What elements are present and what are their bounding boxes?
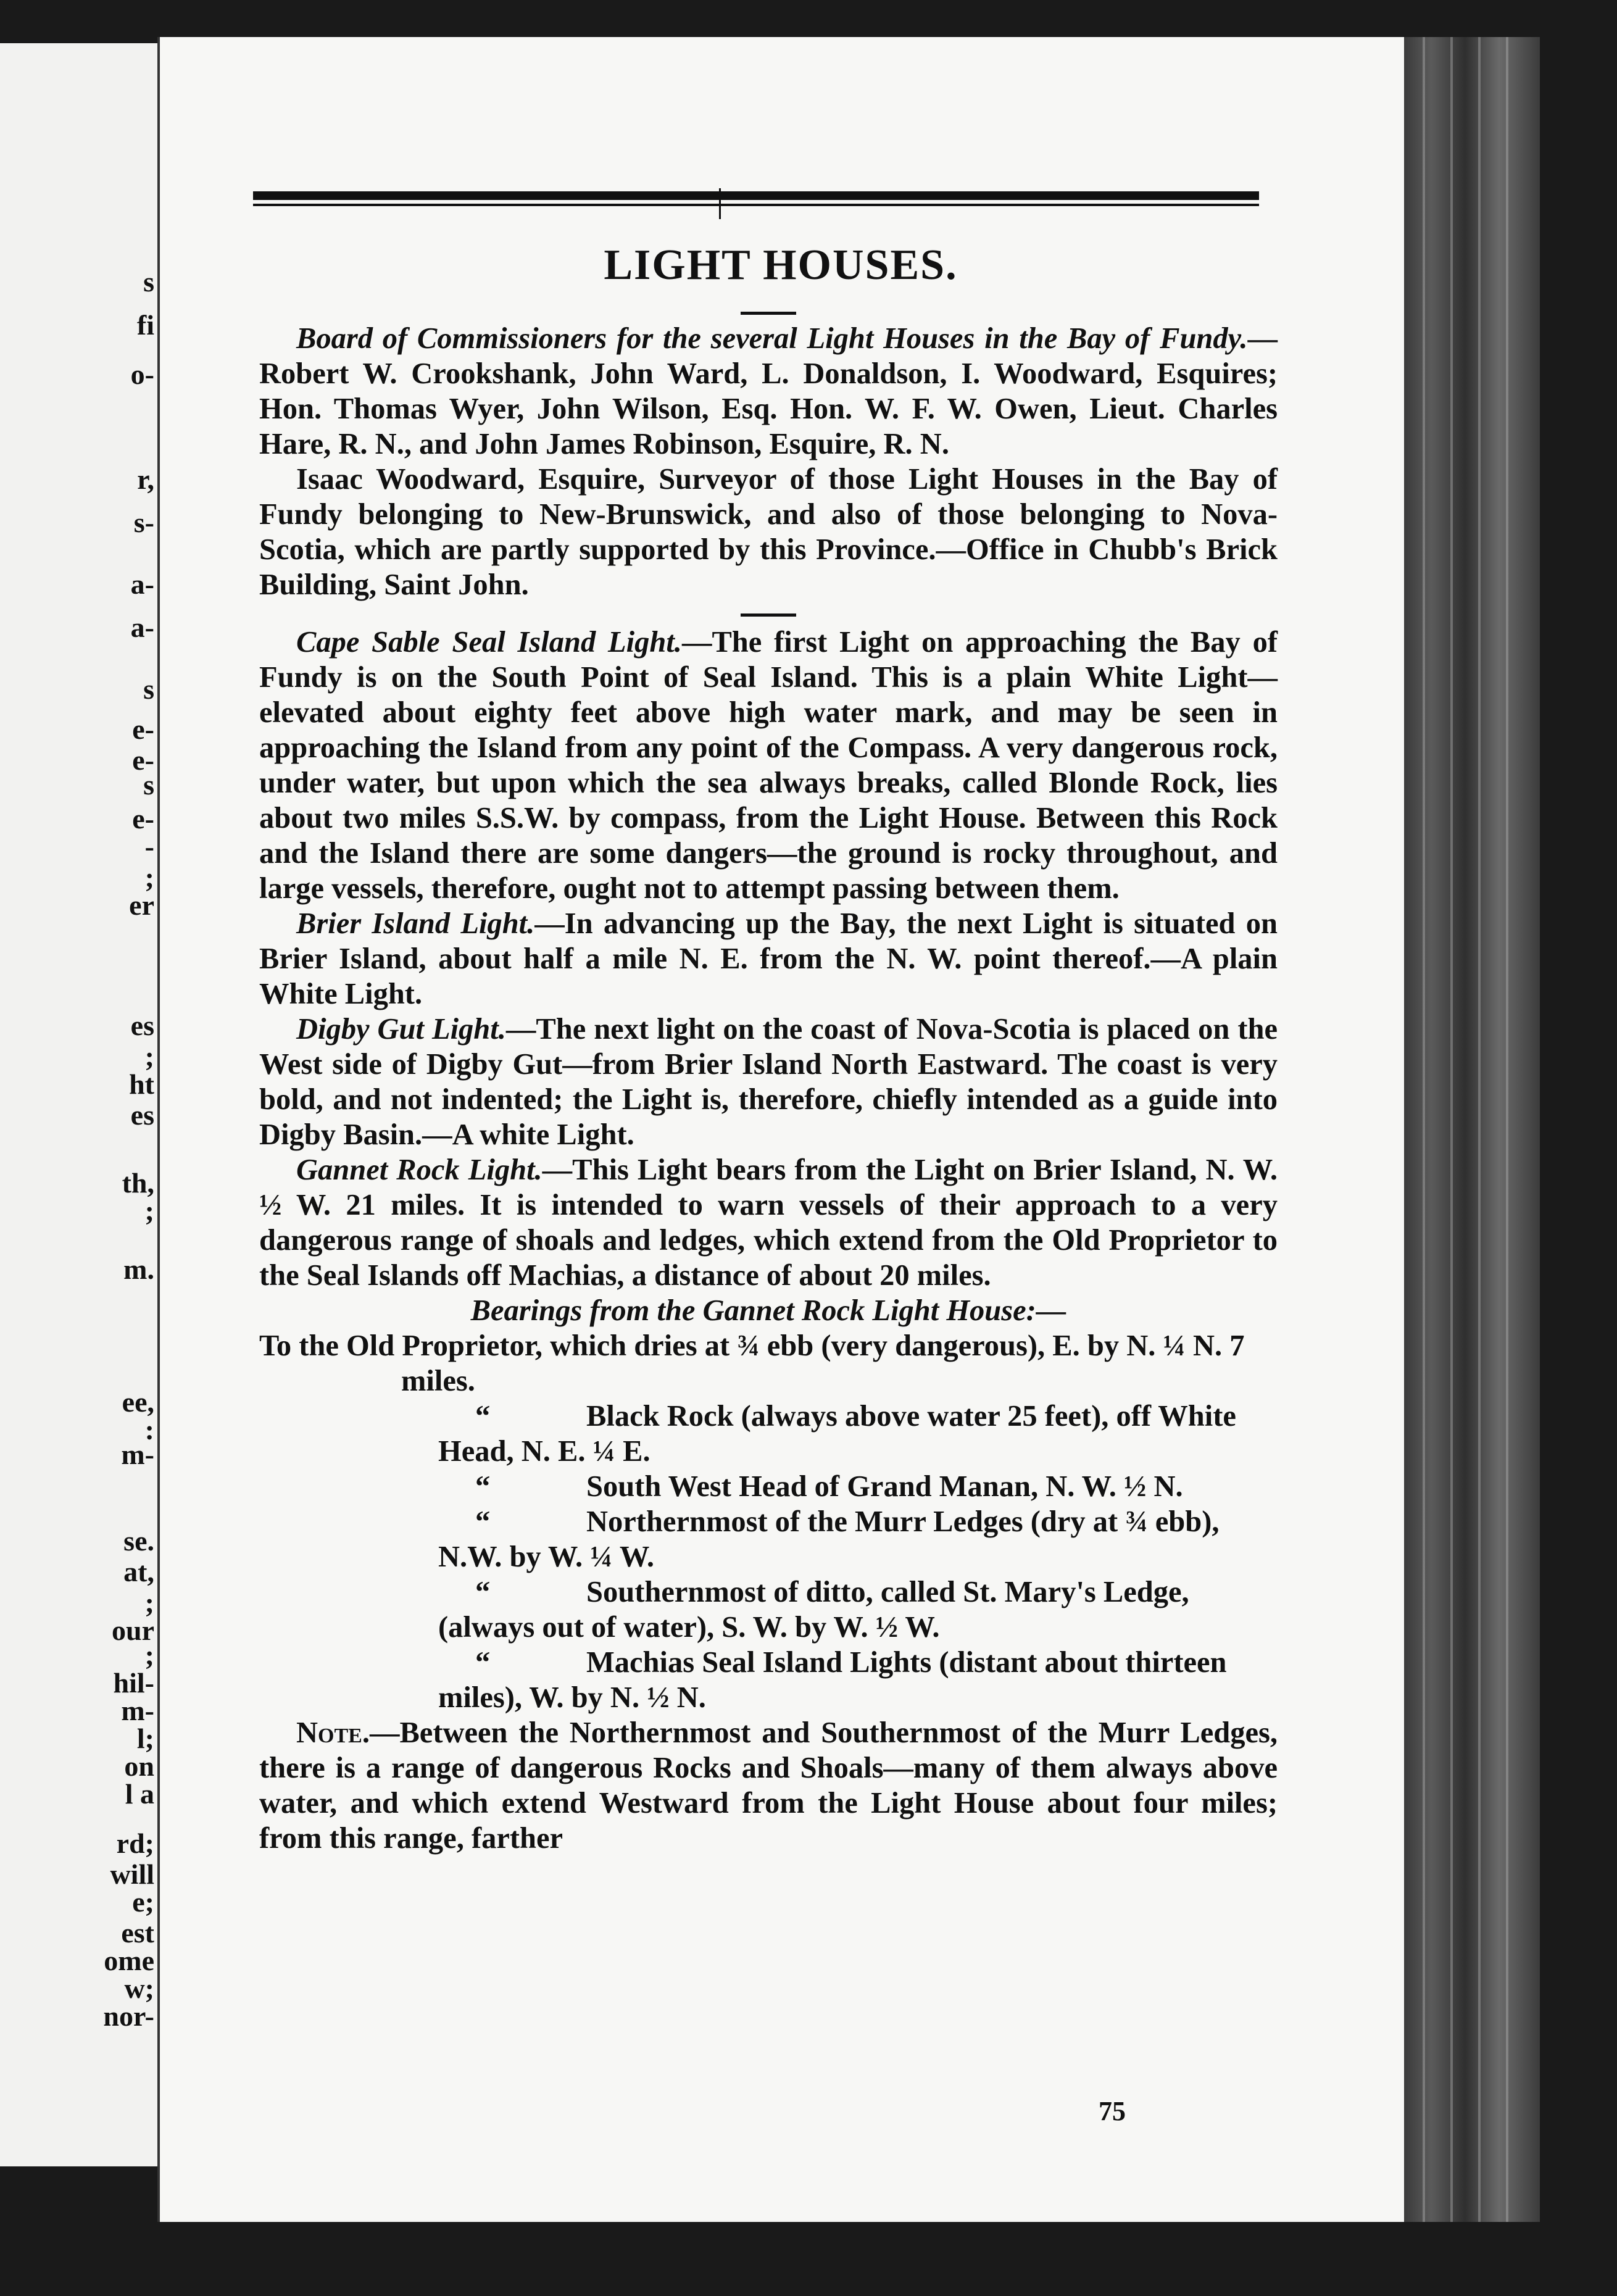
bearing-text: Machias Seal Island Lights (distant about thirteen miles), W. by N. ½ N. [438, 1646, 1227, 1714]
bearing-text: Black Rock (always above water 25 feet), off White Head, N. E. ¼ E. [438, 1400, 1236, 1468]
left-page-fragment: nor- [103, 2000, 154, 2032]
left-page-fragment: s [143, 673, 154, 705]
header-ornament [719, 188, 721, 219]
left-page-fragment: ; [144, 1041, 154, 1072]
bearing-text: South West Head of Grand Manan, N. W. ½ N. [586, 1470, 1183, 1503]
left-page-fragment: rd; [116, 1828, 154, 1859]
left-page-fragment: our [112, 1615, 154, 1646]
brier-text: —In advancing up the Bay, the next Light is situated on Brier Island, about half a mile N. E. from the N. W. point thereof.—A plain White Light. [259, 907, 1278, 1010]
left-page-fragment: ; [144, 862, 154, 893]
left-page-fragment: es [130, 1010, 154, 1041]
left-page-fragment: s [143, 266, 154, 297]
left-page-fragment: fi [136, 309, 154, 341]
left-page-fragment: ee, [122, 1386, 154, 1418]
digby-heading: Digby Gut Light. [296, 1013, 506, 1046]
left-page-fragment: er [129, 889, 154, 921]
section-divider [259, 602, 1278, 625]
ditto-mark: “ [475, 1576, 491, 1608]
ditto-mark: “ [475, 1470, 491, 1503]
note-label: Note. [296, 1716, 370, 1749]
left-page-fragment: th, [122, 1167, 154, 1199]
gannet-paragraph [259, 1152, 1278, 1293]
left-page-fragment: will [110, 1858, 154, 1890]
page-number: 75 [1099, 2096, 1126, 2126]
page-stack-edge [1404, 37, 1540, 2222]
left-page-edge [0, 43, 164, 2166]
note-paragraph [259, 1715, 1278, 1856]
bearing-item [259, 1574, 1278, 1645]
bearing-item [259, 1328, 1278, 1399]
left-page-fragment: ht [129, 1068, 154, 1100]
left-page-fragment: ; [144, 1639, 154, 1671]
left-page-fragment: s- [133, 507, 154, 538]
title-divider [741, 312, 796, 315]
board-text: —Robert W. Crookshank, John Ward, L. Donaldson, I. Woodward, Esquires; Hon. Thomas Wyer, John Wilson, Esq. Hon. W. F. W. Owen, Lieut. Charles Hare, R. N., and John James Robinson, Esquire, R. N. [259, 322, 1278, 460]
left-page-fragment: : [144, 1414, 154, 1445]
gannet-text: —This Light bears from the Light on Brier Island, N. W. ½ W. 21 miles. It is intended to warn vessels of their approach to a very dangerous range of shoals and ledges, which extend from the Old Proprietor to the Seal Islands off Machias, a distance of about 20 miles. [259, 1154, 1278, 1292]
left-page-fragment: e; [132, 1886, 154, 1918]
bearing-text: Northernmost of the Murr Ledges (dry at ¾ ebb), N.W. by W. ¼ W. [438, 1505, 1220, 1573]
left-page-fragment: o- [130, 359, 154, 390]
left-page-fragment: m- [121, 1695, 154, 1726]
bearing-item [259, 1504, 1278, 1574]
digby-text: —The next light on the coast of Nova-Scotia is placed on the West side of Digby Gut—from Brier Island North Eastward. The coast is very bold, and not indented; the Light is, therefore, chiefly intended as a guide into Digby Basin.—A white Light. [259, 1013, 1278, 1151]
bearing-item [259, 1469, 1278, 1504]
header-rule [253, 191, 1259, 206]
left-page-fragment: est [121, 1917, 154, 1949]
left-page-fragment: e- [132, 803, 154, 834]
left-page-fragment: e- [132, 713, 154, 745]
page-title: LIGHT HOUSES. [604, 241, 958, 289]
page-body [259, 321, 1278, 1856]
bearing-text: Southernmost of ditto, called St. Mary's Ledge, (always out of water), S. W. by W. ½ W. [438, 1576, 1189, 1644]
bearings-heading: Bearings from the Gannet Rock Light House:— [470, 1294, 1066, 1327]
left-page-fragment: on [124, 1750, 154, 1782]
bearings-list [259, 1328, 1278, 1715]
left-page-fragment: es [130, 1099, 154, 1131]
surveyor-paragraph: Isaac Woodward, Esquire, Surveyor of those Light Houses in the Bay of Fundy belonging to New-Brunswick, and also of those belonging to Nova-Scotia, which are partly supported by this Province.—Office in Chubb's Brick Building, Saint John. [259, 463, 1278, 601]
board-heading: Board of Commissioners for the several Light Houses in the Bay of Fundy. [296, 322, 1248, 355]
bearing-item [259, 1645, 1278, 1715]
cape-sable-text: —The first Light on approaching the Bay of Fundy is on the South Point of Seal Island. This is a plain White Light—elevated about eighty feet above high water mark, and may be seen in approaching the Island from any point of the Compass. A very dangerous rock, under water, but upon which the sea always breaks, called Blonde Rock, lies about two miles S.S.W. by compass, from the Light House. Between this Rock and the Island there are some dangers—the ground is rocky throughout, and large vessels, therefore, ought not to attempt passing between them. [259, 626, 1278, 905]
cape-sable-paragraph [259, 625, 1278, 906]
note-text: —Between the Northernmost and Southernmost of the Murr Ledges, there is a range of dangerous Rocks and Shoals—many of them always above water, and which extend Westward from the Light House about four miles; from this range, farther [259, 1716, 1278, 1855]
left-page-fragment: m- [121, 1439, 154, 1470]
left-page-fragment: ; [144, 1195, 154, 1226]
left-page-fragment: r, [137, 464, 154, 495]
digby-paragraph [259, 1012, 1278, 1152]
cape-sable-heading: Cape Sable Seal Island Light. [296, 626, 682, 659]
left-page-fragment: at, [123, 1556, 154, 1587]
left-page-fragment: e- [132, 744, 154, 776]
bearing-text: To the Old Proprietor, which dries at ¾ ebb (very dangerous), E. by N. ¼ N. 7 miles. [259, 1329, 1245, 1397]
brier-heading: Brier Island Light. [296, 907, 535, 940]
ditto-mark: “ [475, 1400, 491, 1433]
left-page-fragment: ; [144, 1587, 154, 1618]
left-page-fragment: - [144, 831, 154, 862]
left-page-fragment: ome [104, 1945, 154, 1976]
left-page-fragment: a- [130, 568, 154, 600]
brier-paragraph [259, 906, 1278, 1012]
left-page-fragment: a- [130, 612, 154, 643]
left-page-fragment: hil- [113, 1667, 154, 1699]
left-page-fragment: se. [123, 1525, 154, 1557]
ditto-mark: “ [475, 1505, 491, 1538]
bearing-item [259, 1399, 1278, 1469]
left-page-fragment: m. [123, 1254, 154, 1285]
ditto-mark: “ [475, 1646, 491, 1679]
left-page-fragment: l; [136, 1723, 154, 1754]
left-page-fragment: w; [124, 1973, 154, 2004]
board-paragraph [259, 321, 1278, 462]
left-page-fragment: s [143, 769, 154, 801]
gannet-heading: Gannet Rock Light. [296, 1154, 542, 1186]
left-page-fragment: l a [125, 1778, 154, 1810]
